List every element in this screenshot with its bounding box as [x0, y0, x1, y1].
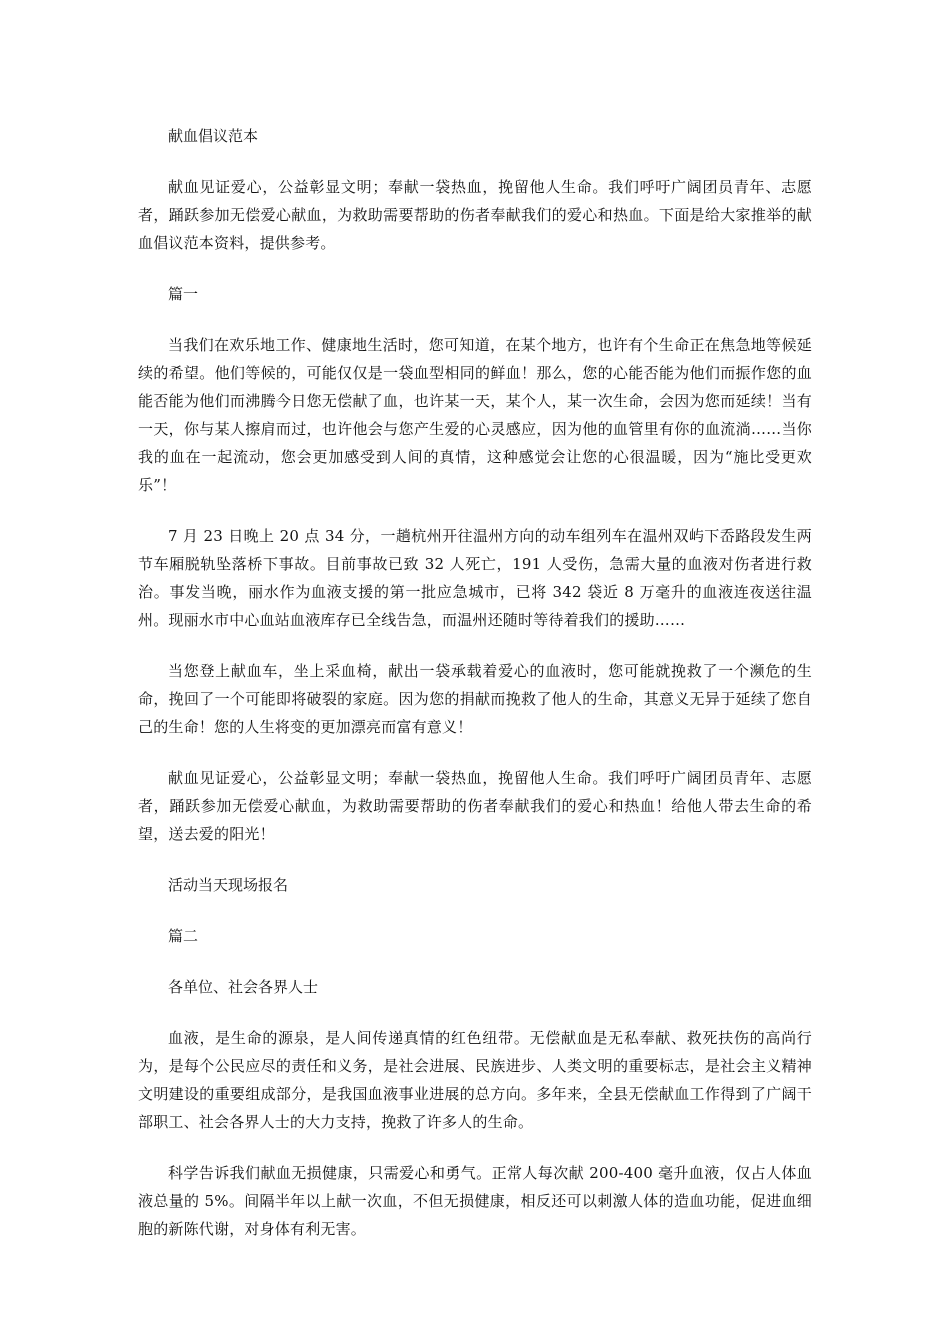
section-1-paragraph: 献血见证爱心，公益彰显文明；奉献一袋热血，挽留他人生命。我们呼吁广阔团员青年、志愿者，踊跃参加无偿爱心献血，为救助需要帮助的伤者奉献我们的爱心和热血！给他人带去生命的希望，送去爱的阳光！ — [138, 769, 812, 843]
section-1-heading: 篇一 — [168, 285, 199, 303]
document-body — [138, 122, 812, 1266]
section-2-paragraph: 血液，是生命的源泉，是人间传递真情的红色纽带。无偿献血是无私奉献、救死扶伤的高尚行为，是每个公民应尽的责任和义务，是社会进展、民族进步、人类文明的重要标志，是社会主义精神文明建设的重要组成部分，是我国血液事业进展的总方向。多年来，全县无偿献血工作得到了广阔干部职工、社会各界人士的大力支持，挽救了许多人的生命。 — [138, 1029, 812, 1131]
section-2-paragraph: 科学告诉我们献血无损健康，只需爱心和勇气。正常人每次献 200-400 毫升血液，仅占人体血液总量的 5%。间隔半年以上献一次血，不但无损健康，相反还可以刺激人体的造血功能，促进血细胞的新陈代谢，对身体有利无害。 — [138, 1164, 812, 1238]
section-2-salutation: 各单位、社会各界人士 — [168, 978, 319, 996]
document-title: 献血倡议范本 — [168, 127, 259, 145]
section-1-paragraph: 当您登上献血车，坐上采血椅，献出一袋承载着爱心的血液时，您可能就挽救了一个濒危的生命，挽回了一个可能即将破裂的家庭。因为您的捐献而挽救了他人的生命，其意义无异于延续了您自己的生命！您的人生将变的更加漂亮而富有意义！ — [138, 662, 812, 736]
section-1-paragraph: 当我们在欢乐地工作、健康地生活时，您可知道，在某个地方，也许有个生命正在焦急地等候延续的希望。他们等候的，可能仅仅是一袋血型相同的鲜血！那么，您的心能否能为他们而振作您的血能否能为他们而沸腾今日您无偿献了血，也许某一天，某个人，某一次生命，会因为您而延续！当有一天，你与某人擦肩而过，也许他会与您产生爱的心灵感应，因为他的血管里有你的血流淌……当你我的血在一起流动，您会更加感受到人间的真情，这种感觉会让您的心很温暖，因为“施比受更欢乐”！ — [138, 336, 812, 494]
section-1-paragraph: 7 月 23 日晚上 20 点 34 分，一趟杭州开往温州方向的动车组列车在温州双屿下岙路段发生两节车厢脱轨坠落桥下事故。目前事故已致 32 人死亡，191 人受伤，急需大量的血液对伤者进行救治。事发当晚，丽水作为血液支援的第一批应急城市，已将 342 袋近 8 万毫升的血液连夜送往温州。现丽水市中心血站血液库存已全线告急，而温州还随时等待着我们的援助…… — [138, 527, 812, 629]
intro-paragraph: 献血见证爱心，公益彰显文明；奉献一袋热血，挽留他人生命。我们呼吁广阔团员青年、志愿者，踊跃参加无偿爱心献血，为救助需要帮助的伤者奉献我们的爱心和热血。下面是给大家推举的献血倡议范本资料，提供参考。 — [138, 178, 812, 252]
registration-note: 活动当天现场报名 — [168, 876, 289, 894]
section-2-heading: 篇二 — [168, 927, 199, 945]
